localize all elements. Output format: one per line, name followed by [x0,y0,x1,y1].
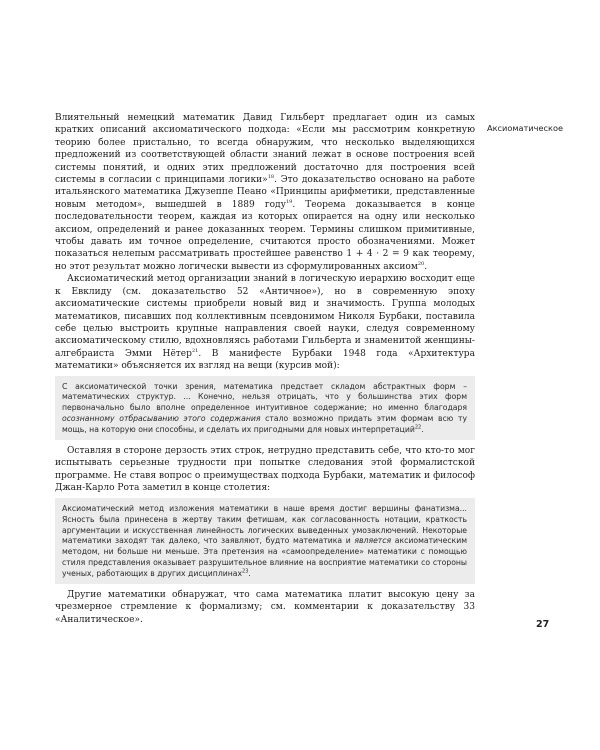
p1-part2: . Это доказательство основано на работе итальянского математика Джузеппе Пеано «Принципы арифметики, представленные новым методом», вышедшей в 1889 году [55,175,475,210]
chapter-title: Аксиоматическое [487,123,564,133]
quote1-part2: стало возможно придать этим формам всю ту мощь, на которую они способны, и сделать их пригодными для новых интерпретаций [62,414,467,435]
p1-part4: . [424,261,428,272]
quote2-part1: Аксиоматический метод изложения математики в наше время достиг вершины фанатизма... Ясность была принесена в жертву таким фетишам, как согласованность нотации, краткость аргументации и искусственная линейность логических выведенных умозаключений. Некоторые математики заходят так далеко, что заявляют, будто математика и [62,503,467,546]
main-text-column [55,112,475,626]
p1-part1: Влиятельный немецкий математик Давид Гильберт предлагает один из самых кратких описаний аксиоматического подхода: «Если мы рассмотрим конкретную теорию более пристально, то всегда обнаружим, что несколько выделяющихся предложений из соответствующей области знаний лежат в основе построения всей системы понятий, и одних этих предложений достаточно для построения всей системы в согласии с принципами логики» [55,113,475,186]
p2-part1: Аксиоматический метод организации знаний в логическую иерархию восходит еще к Евклиду (см. доказательство 52 «Античное»), но в современную эпоху аксиоматические системы приобрели новый вид и значимость. Группа молодых математиков, писавших под коллективным псевдонимом Николя Бурбаки, поставила себе целью выстроить крупные направления своей науки, следуя современному аксиоматическому стилю, вдохновляясь работами Гильберта и знаменитой женщины-алгебраиста Эмми Нётер [55,274,475,359]
paragraph-1 [55,112,475,273]
p2-part2: . В манифесте Бурбаки 1948 года «Архитектура математики» объясняется их взгляд на вещи (курсив мой): [55,348,475,372]
p1-part3: . Теорема доказывается в конце последовательности теорем, каждая из которых опирается на одну или несколько аксиом, определений и ранее доказанных теорем. Термины слишком примитивные, чтобы давать им точное определение, считаются просто обозначениями. Может показаться нелепым рассматривать простейшее равенство 1 + 4 · 2 = 9 как теорему, но этот результат можно логически вывести из сформулированных аксиом [55,199,475,272]
footnote-ref-21: 21 [191,347,199,354]
rota-quote [55,498,475,584]
paragraph-2 [55,273,475,372]
quote1-italic: осознанному отбрасыванию этого содержания [62,414,261,424]
page-number: 27 [536,619,550,630]
footnote-ref-20: 20 [417,260,425,267]
paragraph-4: Другие математики обнаружат, что сама математика платит высокую цену за чрезмерное стремление к формализму; см. комментарии к доказательству 33 «Аналитическое». [55,590,475,625]
paragraph-3: Оставляя в стороне дерзость этих строк, нетрудно представить себе, что кто-то мог испытывать серьезные трудности при попытке следования этой формалистской программе. Не ставя вопрос о преимуществах подхода Бурбаки, математик и философ Джан-Карло Рота заметил в конце столетия: [55,446,475,494]
footnote-ref-22: 22 [414,424,422,431]
quote1-part1: С аксиоматической точки зрения, математика предстает складом абстрактных форм – математических структур. ... Конечно, нельзя отрицать, что у большинства этих форм первоначально было вполне определенное интуитивное содержание; но именно благодаря [62,381,467,413]
footnote-ref-18: 18 [267,174,275,181]
quote2-italic: является [354,536,392,546]
footnote-ref-19: 19 [285,198,293,205]
quote2-part3: . [248,569,251,579]
quote1-part3: . [421,425,424,435]
quote2-part2: аксиоматическим методом, ни больше ни меньше. Эта претензия на «самоопределение» математики с помощью стиля представления оказывает разрушительное влияние на восприятие математики со стороны ученых, работающих в других дисциплинах [62,536,467,579]
footnote-ref-23: 23 [242,568,249,575]
bourbaki-quote [55,376,475,441]
